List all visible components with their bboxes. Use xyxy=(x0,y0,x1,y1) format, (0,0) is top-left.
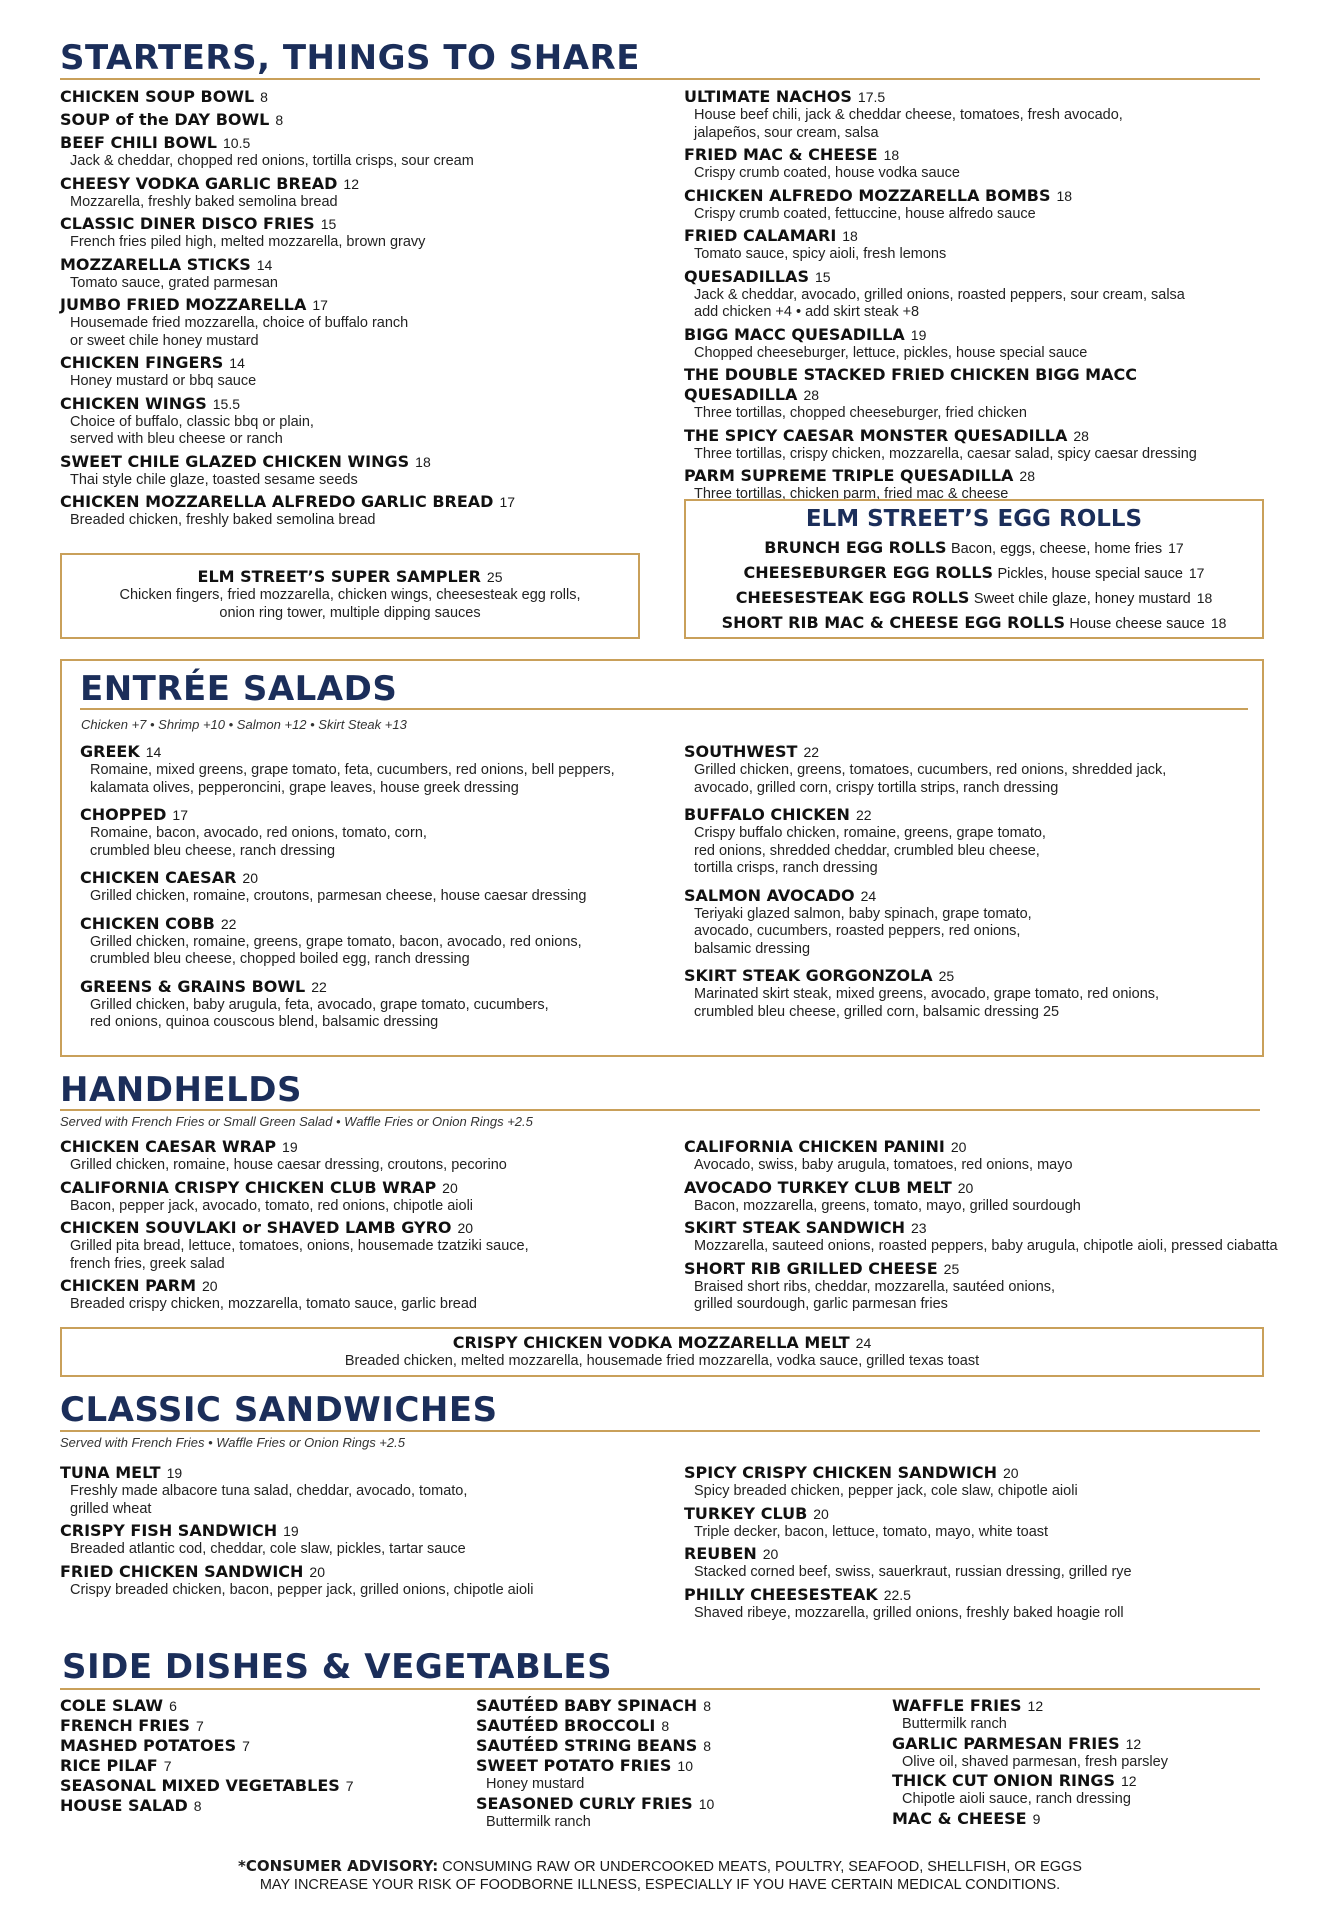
menu-item-desc: Bacon, pepper jack, avocado, tomato, red onions, chipotle aioli xyxy=(70,1197,474,1214)
menu-item xyxy=(60,214,660,252)
menu-item-price: 20 xyxy=(457,1220,474,1236)
menu-item-price: 20 xyxy=(950,1139,967,1155)
menu-item-price: 19 xyxy=(166,1465,183,1481)
egg-roll-desc: Bacon, eggs, cheese, home fries xyxy=(950,541,1163,557)
egg-roll-item xyxy=(686,611,1262,636)
menu-item-name: CLASSIC DINER DISCO FRIES xyxy=(60,214,315,233)
menu-item-name: CHICKEN WINGS xyxy=(60,393,207,413)
menu-item-desc: Grilled chicken, romaine, greens, grape tomato, bacon, avocado, red onions, crumbled bleu cheese, chopped boiled egg, ranch dressing xyxy=(90,933,582,967)
menu-item xyxy=(60,1463,660,1518)
divider xyxy=(60,1430,1260,1432)
menu-item xyxy=(684,1259,1284,1314)
menu-item xyxy=(684,1585,1284,1623)
menu-item-price: 12 xyxy=(343,175,359,192)
menu-item xyxy=(60,174,660,212)
menu-item xyxy=(684,886,1254,959)
menu-item-name: SWEET CHILE GLAZED CHICKEN WINGS xyxy=(60,451,410,471)
sampler-desc: Chicken fingers, fried mozzarella, chicken wings, cheesesteak egg rolls, onion ring tower, multiple dipping sauces xyxy=(119,587,581,621)
menu-item xyxy=(60,295,660,350)
egg-rolls-title: ELM STREET’S EGG ROLLS xyxy=(805,506,1143,532)
menu-item-desc: Housemade fried mozzarella, choice of buffalo ranch or sweet chile honey mustard xyxy=(70,315,409,349)
menu-item-desc: Braised short ribs, cheddar, mozzarella, sautéed onions, grilled sourdough, garlic parmesan fries xyxy=(694,1278,1056,1312)
menu-item xyxy=(892,1734,1292,1772)
menu-item-name: FRIED MAC & CHEESE xyxy=(684,145,878,164)
salads-right-list xyxy=(684,742,1254,1029)
menu-item xyxy=(684,1463,1284,1501)
menu-item xyxy=(684,1544,1284,1582)
menu-item-price: 8 xyxy=(260,89,268,105)
menu-item-name: FRENCH FRIES xyxy=(60,1716,190,1735)
menu-item xyxy=(892,1696,1292,1734)
menu-item xyxy=(80,742,660,797)
menu-item xyxy=(60,353,660,391)
menu-item-name: BUFFALO CHICKEN xyxy=(684,805,850,824)
menu-item-name: REUBEN xyxy=(684,1544,757,1563)
menu-item-desc: Choice of buffalo, classic bbq or plain, served with bleu cheese or ranch xyxy=(70,413,314,447)
menu-item-price: 10 xyxy=(698,1795,715,1812)
menu-item-name: GREENS & GRAINS BOWL xyxy=(80,976,306,996)
menu-item-price: 18 xyxy=(1056,187,1073,204)
menu-item-price: 19 xyxy=(910,326,927,343)
egg-roll-price: 18 xyxy=(1196,590,1213,606)
advisory-label: *CONSUMER ADVISORY: xyxy=(238,1857,439,1875)
egg-roll-price: 17 xyxy=(1188,565,1205,581)
menu-item-name: SKIRT STEAK SANDWICH xyxy=(684,1218,905,1237)
featured-melt-box xyxy=(60,1327,1264,1377)
menu-item-desc: Bacon, mozzarella, greens, tomato, mayo, grilled sourdough xyxy=(694,1197,1081,1214)
menu-item xyxy=(60,1562,660,1600)
menu-item-price: 12 xyxy=(1121,1773,1137,1789)
menu-item-desc: Crispy breaded chicken, bacon, pepper jack, grilled onions, chipotle aioli xyxy=(70,1581,534,1598)
menu-item-price: 20 xyxy=(202,1278,218,1294)
menu-item-desc: Honey mustard xyxy=(486,1776,585,1792)
featured-melt-name: CRISPY CHICKEN VODKA MOZZARELLA MELT xyxy=(452,1333,850,1352)
menu-item xyxy=(892,1809,1292,1829)
menu-item xyxy=(60,452,660,490)
menu-item-price: 7 xyxy=(345,1778,354,1794)
menu-item xyxy=(684,426,1274,464)
menu-item-price: 20 xyxy=(813,1505,829,1522)
menu-item-name: THE DOUBLE STACKED FRIED CHICKEN BIGG MACC QUESADILLA xyxy=(684,365,1137,404)
menu-item-price: 20 xyxy=(1002,1465,1019,1481)
menu-item-desc: Mozzarella, freshly baked semolina bread xyxy=(70,193,338,210)
menu-item-price: 20 xyxy=(762,1546,779,1562)
menu-item xyxy=(684,1218,1284,1256)
menu-item-desc: Spicy breaded chicken, pepper jack, cole slaw, chipotle aioli xyxy=(694,1483,1078,1499)
egg-roll-name: SHORT RIB MAC & CHEESE EGG ROLLS xyxy=(721,613,1065,632)
menu-item-desc: Marinated skirt steak, mixed greens, avocado, grape tomato, red onions, crumbled bleu cheese, grilled corn, balsamic dressing 25 xyxy=(694,986,1160,1020)
menu-item xyxy=(476,1716,876,1736)
menu-item-price: 23 xyxy=(911,1220,927,1236)
menu-item-name: SOUP of the DAY BOWL xyxy=(60,110,270,129)
menu-item-desc: Breaded atlantic cod, cheddar, cole slaw, pickles, tartar sauce xyxy=(70,1541,466,1557)
menu-item xyxy=(684,466,1274,504)
menu-item-price: 15.5 xyxy=(212,395,241,412)
menu-item-price: 7 xyxy=(242,1738,250,1754)
menu-item-price: 22.5 xyxy=(883,1586,911,1603)
menu-item-desc: Triple decker, bacon, lettuce, tomato, mayo, white toast xyxy=(694,1523,1049,1540)
menu-item xyxy=(80,868,660,906)
menu-item xyxy=(684,805,1254,878)
menu-item-name: GARLIC PARMESAN FRIES xyxy=(892,1733,1120,1753)
menu-item-name: SAUTÉED STRING BEANS xyxy=(476,1736,698,1755)
menu-item-price: 9 xyxy=(1032,1810,1041,1827)
menu-item xyxy=(60,1756,460,1776)
menu-item-desc: Jack & cheddar, chopped red onions, tortilla crisps, sour cream xyxy=(70,153,474,169)
menu-item-price: 17 xyxy=(172,807,188,823)
menu-item-price: 8 xyxy=(703,1738,712,1754)
menu-item xyxy=(60,492,660,530)
salads-addons-note: Chicken +7 • Shrimp +10 • Salmon +12 • Skirt Steak +13 xyxy=(81,717,407,732)
menu-item-price: 17 xyxy=(312,297,328,313)
menu-item-price: 20 xyxy=(442,1179,458,1196)
menu-item-price: 7 xyxy=(195,1718,204,1734)
menu-item-desc: House beef chili, jack & cheddar cheese, tomatoes, fresh avocado, jalapeños, sour cream, salsa xyxy=(694,107,1123,141)
menu-item xyxy=(476,1736,876,1756)
menu-item-price: 18 xyxy=(842,228,858,244)
egg-roll-name: BRUNCH EGG ROLLS xyxy=(764,538,947,557)
menu-item-name: CHICKEN SOUVLAKI or SHAVED LAMB GYRO xyxy=(60,1218,452,1237)
menu-item-desc: Jack & cheddar, avocado, grilled onions, roasted peppers, sour cream, salsa add chicken +4 • add skirt steak +8 xyxy=(694,286,1185,320)
menu-item-price: 20 xyxy=(242,870,258,886)
egg-roll-desc: Pickles, house special sauce xyxy=(997,566,1183,582)
menu-item-desc: Three tortillas, chopped cheeseburger, fried chicken xyxy=(694,405,1027,421)
menu-item-name: HOUSE SALAD xyxy=(60,1796,188,1815)
menu-item-name: CHICKEN SOUP BOWL xyxy=(60,87,255,106)
menu-item-price: 8 xyxy=(193,1798,202,1814)
menu-item-name: THE SPICY CAESAR MONSTER QUESADILLA xyxy=(684,425,1068,445)
menu-item-price: 17.5 xyxy=(857,89,886,105)
menu-item xyxy=(476,1696,876,1716)
salads-left-list xyxy=(80,742,660,1040)
menu-item-desc: French fries piled high, melted mozzarella, brown gravy xyxy=(70,234,426,250)
menu-item-desc: Freshly made albacore tuna salad, cheddar, avocado, tomato, grilled wheat xyxy=(70,1483,468,1517)
divider xyxy=(60,1109,1260,1111)
menu-item-name: ULTIMATE NACHOS xyxy=(684,87,852,106)
sides-col-1 xyxy=(60,1696,460,1816)
menu-item xyxy=(476,1756,876,1794)
menu-item-desc: Olive oil, shaved parmesan, fresh parsley xyxy=(902,1753,1168,1770)
egg-roll-item xyxy=(686,561,1262,586)
divider xyxy=(80,708,1248,710)
menu-item-desc: Breaded chicken, freshly baked semolina bread xyxy=(70,512,376,528)
menu-item-name: TURKEY CLUB xyxy=(684,1503,808,1523)
menu-item-name: CHICKEN COBB xyxy=(80,913,215,933)
menu-item-price: 7 xyxy=(163,1758,172,1774)
menu-item-name: SKIRT STEAK GORGONZOLA xyxy=(684,966,933,985)
menu-item-desc: Mozzarella, sauteed onions, roasted peppers, baby arugula, chipotle aioli, pressed ciabatta xyxy=(694,1238,1278,1254)
menu-item-desc: Grilled pita bread, lettuce, tomatoes, onions, housemade tzatziki sauce, french fries, greek salad xyxy=(70,1238,529,1272)
menu-item xyxy=(684,742,1254,797)
sampler-price: 25 xyxy=(486,569,503,585)
menu-item-name: SHORT RIB GRILLED CHEESE xyxy=(684,1258,938,1278)
menu-item-name: GREEK xyxy=(80,742,140,761)
menu-item xyxy=(684,325,1274,363)
menu-item-name: TUNA MELT xyxy=(60,1463,161,1482)
menu-item-name: CHICKEN CAESAR xyxy=(80,868,237,887)
egg-roll-item xyxy=(686,586,1262,611)
menu-item-desc: Crispy buffalo chicken, romaine, greens, grape tomato, red onions, shredded cheddar, crumbled bleu cheese, tortilla crisps, ranch dressing xyxy=(694,825,1046,876)
menu-item-price: 17 xyxy=(499,494,516,510)
menu-item-price: 12 xyxy=(1027,1698,1044,1714)
menu-item-desc: Romaine, bacon, avocado, red onions, tomato, corn, crumbled bleu cheese, ranch dressing xyxy=(90,825,427,859)
menu-item-price: 22 xyxy=(803,744,820,760)
menu-item xyxy=(80,977,660,1032)
handhelds-note: Served with French Fries or Small Green Salad • Waffle Fries or Onion Rings +2.5 xyxy=(60,1114,533,1129)
handhelds-right-list xyxy=(684,1137,1284,1317)
menu-item-name: SAUTÉED BABY SPINACH xyxy=(476,1696,698,1715)
menu-item-desc: Shaved ribeye, mozzarella, grilled onions, freshly baked hoagie roll xyxy=(694,1604,1124,1621)
menu-item xyxy=(684,87,1274,142)
menu-item-price: 28 xyxy=(1019,468,1035,484)
section-title-starters: STARTERS, THINGS TO SHARE xyxy=(60,38,640,78)
menu-item-name: BIGG MACC QUESADILLA xyxy=(684,324,905,344)
menu-item-name: MAC & CHEESE xyxy=(892,1808,1027,1828)
menu-item-name: FRIED CHICKEN SANDWICH xyxy=(60,1561,304,1581)
menu-item-name: CHICKEN PARM xyxy=(60,1276,196,1295)
menu-item-price: 6 xyxy=(169,1698,177,1714)
menu-item-name: CHICKEN CAESAR WRAP xyxy=(60,1137,277,1156)
menu-item-price: 8 xyxy=(703,1698,711,1714)
menu-item-desc: Grilled chicken, romaine, croutons, parmesan cheese, house caesar dressing xyxy=(90,888,587,904)
menu-item xyxy=(60,1218,660,1273)
sandwiches-note: Served with French Fries • Waffle Fries or Onion Rings +2.5 xyxy=(60,1435,405,1450)
starters-right-list xyxy=(684,87,1274,507)
menu-item-price: 25 xyxy=(943,1260,960,1277)
menu-item xyxy=(684,186,1274,224)
menu-item xyxy=(60,255,660,293)
menu-item-price: 22 xyxy=(311,978,327,995)
menu-item-price: 14 xyxy=(145,744,162,760)
menu-item-price: 28 xyxy=(803,387,820,403)
menu-item xyxy=(892,1771,1292,1809)
menu-item-name: SEASONED CURLY FRIES xyxy=(476,1793,693,1813)
menu-item xyxy=(80,914,660,969)
menu-item-desc: Grilled chicken, romaine, house caesar dressing, croutons, pecorino xyxy=(70,1157,507,1173)
section-title-handhelds: HANDHELDS xyxy=(60,1070,303,1110)
sandwiches-right-list xyxy=(684,1463,1284,1625)
menu-item-desc: Grilled chicken, greens, tomatoes, cucumbers, red onions, shredded jack, avocado, grilled corn, crispy tortilla strips, ranch dressing xyxy=(694,762,1167,796)
egg-roll-price: 18 xyxy=(1210,615,1227,631)
menu-item-price: 28 xyxy=(1073,427,1089,444)
divider xyxy=(60,1688,1260,1690)
menu-item-name: PHILLY CHEESESTEAK xyxy=(684,1584,878,1604)
menu-item xyxy=(60,1137,660,1175)
menu-item xyxy=(60,87,660,107)
menu-item-price: 12 xyxy=(1125,1735,1142,1752)
menu-item-desc: Chopped cheeseburger, lettuce, pickles, house special sauce xyxy=(694,344,1088,361)
menu-item xyxy=(60,1521,660,1559)
menu-item-desc: Tomato sauce, grated parmesan xyxy=(70,274,278,291)
menu-item-name: CHOPPED xyxy=(80,805,167,824)
sampler-name: ELM STREET’S SUPER SAMPLER xyxy=(197,567,481,586)
menu-item-name: BEEF CHILI BOWL xyxy=(60,133,217,152)
menu-item-name: SAUTÉED BROCCOLI xyxy=(476,1716,656,1735)
menu-item-price: 14 xyxy=(229,355,245,371)
menu-item-name: CHICKEN MOZZARELLA ALFREDO GARLIC BREAD xyxy=(60,492,494,511)
featured-melt-desc: Breaded chicken, melted mozzarella, housemade fried mozzarella, vodka sauce, grilled texas toast xyxy=(344,1353,980,1369)
menu-item-name: PARM SUPREME TRIPLE QUESADILLA xyxy=(684,466,1014,485)
menu-item-name: MOZZARELLA STICKS xyxy=(60,254,251,274)
menu-item xyxy=(684,1137,1284,1175)
menu-item-desc: Romaine, mixed greens, grape tomato, feta, cucumbers, red onions, bell peppers, kalamata olives, pepperoncini, grape leaves, house greek dressing xyxy=(90,762,615,796)
handhelds-left-list xyxy=(60,1137,660,1317)
menu-item-name: THICK CUT ONION RINGS xyxy=(892,1771,1116,1790)
menu-item-desc: Three tortillas, crispy chicken, mozzarella, caesar salad, spicy caesar dressing xyxy=(694,445,1197,462)
menu-item-name: CALIFORNIA CRISPY CHICKEN CLUB WRAP xyxy=(60,1177,437,1197)
menu-item-name: QUESADILLAS xyxy=(684,266,809,286)
starters-left-list xyxy=(60,87,660,533)
menu-item xyxy=(60,1796,460,1816)
menu-item-price: 22 xyxy=(855,807,872,823)
menu-item-price: 8 xyxy=(661,1718,670,1734)
section-title-sides: SIDE DISHES & VEGETABLES xyxy=(62,1647,613,1687)
menu-item-price: 20 xyxy=(957,1179,974,1196)
divider xyxy=(60,78,1260,80)
menu-item xyxy=(476,1794,876,1832)
menu-item-name: JUMBO FRIED MOZZARELLA xyxy=(60,295,307,314)
menu-item xyxy=(80,805,660,860)
sandwiches-left-list xyxy=(60,1463,660,1602)
menu-item-desc: Avocado, swiss, baby arugula, tomatoes, red onions, mayo xyxy=(694,1157,1073,1173)
menu-item-desc: Buttermilk ranch xyxy=(486,1813,591,1830)
consumer-advisory xyxy=(0,1857,1320,1894)
menu-item xyxy=(60,1716,460,1736)
menu-item xyxy=(684,226,1274,264)
menu-item-name: CRISPY FISH SANDWICH xyxy=(60,1521,278,1540)
menu-item xyxy=(60,110,660,130)
egg-roll-name: CHEESEBURGER EGG ROLLS xyxy=(743,563,994,582)
menu-item-desc: Crispy crumb coated, fettuccine, house alfredo sauce xyxy=(694,205,1036,222)
menu-item-name: CALIFORNIA CHICKEN PANINI xyxy=(684,1137,945,1156)
menu-item-desc: Buttermilk ranch xyxy=(902,1716,1007,1732)
menu-item-name: FRIED CALAMARI xyxy=(684,226,837,245)
menu-item-name: SPICY CRISPY CHICKEN SANDWICH xyxy=(684,1463,997,1482)
menu-item xyxy=(60,1276,660,1314)
menu-item-name: CHEESY VODKA GARLIC BREAD xyxy=(60,173,338,193)
menu-item-desc: Honey mustard or bbq sauce xyxy=(70,373,257,389)
menu-item-name: AVOCADO TURKEY CLUB MELT xyxy=(684,1177,952,1197)
menu-item-name: CHICKEN ALFREDO MOZZARELLA BOMBS xyxy=(684,185,1051,205)
menu-item-desc: Grilled chicken, baby arugula, feta, avocado, grape tomato, cucumbers, red onions, quinoa couscous blend, balsamic dressing xyxy=(90,996,549,1030)
menu-item-name: SEASONAL MIXED VEGETABLES xyxy=(60,1776,340,1795)
menu-item-price: 10.5 xyxy=(223,135,251,151)
egg-rolls-box xyxy=(684,499,1264,639)
menu-item-desc: Crispy crumb coated, house vodka sauce xyxy=(694,165,960,181)
menu-item xyxy=(684,365,1274,423)
advisory-line-2: MAY INCREASE YOUR RISK OF FOODBORNE ILLNESS, ESPECIALLY IF YOU HAVE CERTAIN MEDICAL CONDITIONS. xyxy=(259,1877,1061,1893)
menu-item-name: CHICKEN FINGERS xyxy=(60,353,224,372)
menu-item-desc: Teriyaki glazed salmon, baby spinach, grape tomato, avocado, cucumbers, roasted peppers, red onions, balsamic dressing xyxy=(694,905,1032,957)
menu-item-desc: Thai style chile glaze, toasted sesame seeds xyxy=(70,471,358,488)
menu-item-price: 18 xyxy=(883,147,900,163)
menu-item xyxy=(684,145,1274,183)
egg-roll-price: 17 xyxy=(1168,540,1184,556)
menu-item-price: 15 xyxy=(814,268,831,285)
menu-item-name: SOUTHWEST xyxy=(684,742,798,761)
egg-roll-desc: House cheese sauce xyxy=(1069,616,1205,632)
menu-item xyxy=(60,1696,460,1716)
egg-rolls-list xyxy=(686,536,1262,636)
menu-item xyxy=(684,1504,1284,1542)
menu-item-name: WAFFLE FRIES xyxy=(892,1696,1022,1715)
menu-item-desc: Three tortillas, chicken parm, fried mac & cheese xyxy=(694,486,1009,502)
egg-roll-item xyxy=(686,536,1262,561)
menu-item xyxy=(684,267,1274,322)
menu-item xyxy=(684,1178,1284,1216)
menu-item-name: SWEET POTATO FRIES xyxy=(476,1756,672,1775)
menu-item xyxy=(684,966,1254,1021)
menu-item-name: MASHED POTATOES xyxy=(60,1736,237,1755)
sampler-box xyxy=(60,553,640,639)
menu-item-price: 24 xyxy=(860,887,877,904)
menu-item-price: 22 xyxy=(220,915,237,932)
advisory-line-1: CONSUMING RAW OR UNDERCOOKED MEATS, POULTRY, SEAFOOD, SHELLFISH, OR EGGS xyxy=(442,1859,1082,1875)
menu-item-price: 19 xyxy=(283,1523,299,1539)
menu-item-name: COLE SLAW xyxy=(60,1696,164,1715)
menu-item-name: SALMON AVOCADO xyxy=(684,885,855,905)
menu-item-desc: Stacked corned beef, swiss, sauerkraut, russian dressing, grilled rye xyxy=(694,1564,1132,1580)
egg-roll-desc: Sweet chile glaze, honey mustard xyxy=(973,591,1191,607)
sides-col-2 xyxy=(476,1696,876,1831)
menu-item xyxy=(60,133,660,171)
section-title-salads: ENTRÉE SALADS xyxy=(80,669,398,709)
menu-item-price: 10 xyxy=(677,1758,693,1774)
menu-item xyxy=(60,1178,660,1216)
featured-melt-price: 24 xyxy=(855,1335,872,1351)
menu-item-price: 15 xyxy=(320,216,337,232)
menu-item xyxy=(60,1736,460,1756)
menu-item-price: 20 xyxy=(309,1563,325,1580)
egg-roll-name: CHEESESTEAK EGG ROLLS xyxy=(735,588,970,607)
menu-item-desc: Tomato sauce, spicy aioli, fresh lemons xyxy=(694,246,947,262)
menu-item-desc: Breaded crispy chicken, mozzarella, tomato sauce, garlic bread xyxy=(70,1296,477,1312)
menu-item-price: 25 xyxy=(938,968,955,984)
menu-item-price: 14 xyxy=(256,256,273,273)
section-title-sandwiches: CLASSIC SANDWICHES xyxy=(60,1390,498,1430)
menu-item xyxy=(60,394,660,449)
menu-item-price: 19 xyxy=(282,1139,298,1155)
menu-item-price: 8 xyxy=(275,112,284,128)
menu-item-desc: Chipotle aioli sauce, ranch dressing xyxy=(902,1791,1131,1807)
sides-col-3 xyxy=(892,1696,1292,1829)
menu-item xyxy=(60,1776,460,1796)
menu-item-price: 18 xyxy=(415,453,431,470)
menu-item-name: RICE PILAF xyxy=(60,1756,158,1775)
